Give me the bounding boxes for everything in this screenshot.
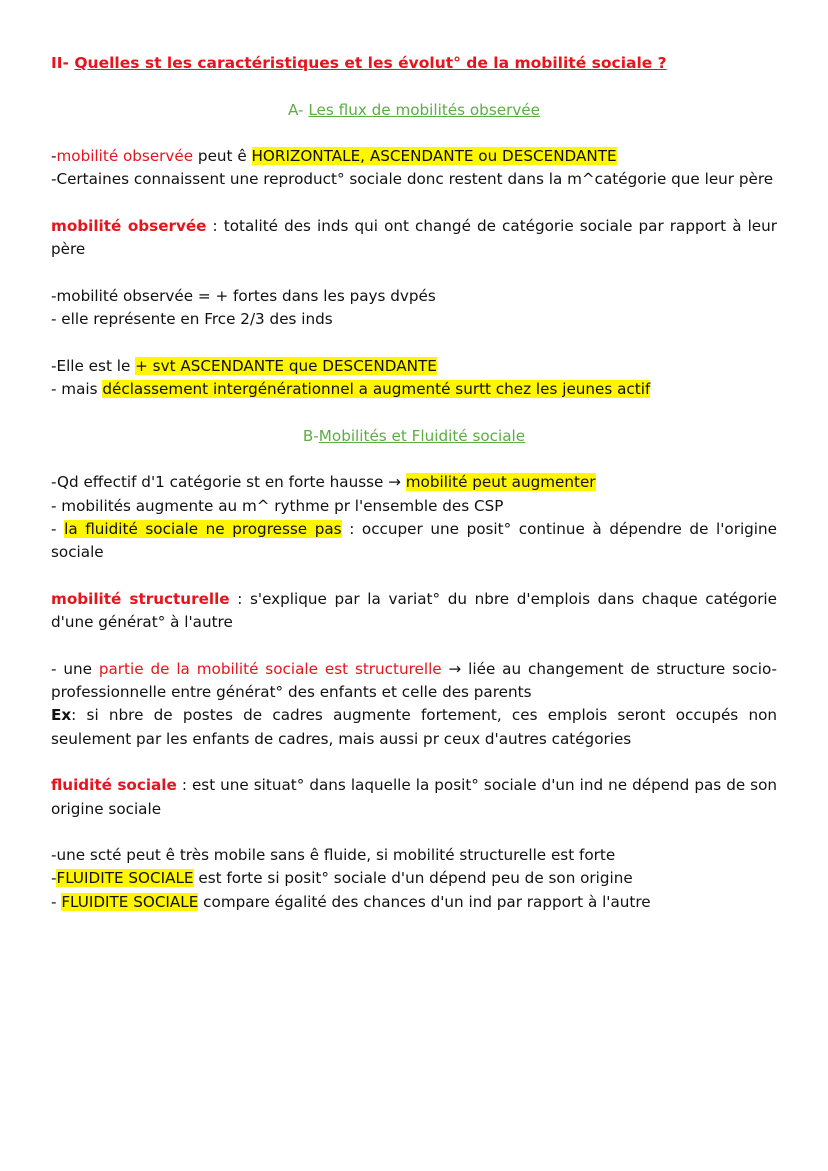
paragraph-a4: - elle représente en Frce 2/3 des inds: [51, 310, 333, 329]
paragraph-a3: -mobilité observée = + fortes dans les pays dvpés: [51, 286, 436, 305]
document-page: [51, 52, 777, 914]
paragraph-b3: - la fluidité sociale ne progresse pas : occuper une posit° continue à dépendre de l'origine sociale: [51, 519, 777, 562]
paragraph-a5: -Elle est le + svt ASCENDANTE que DESCENDANTE: [51, 356, 437, 375]
subsection-a-title: A- Les flux de mobilités observée: [287, 100, 540, 119]
paragraph-b1: -Qd effectif d'1 catégorie st en forte hausse → mobilité peut augmenter: [51, 473, 596, 492]
example-paragraph: Ex: si nbre de postes de cadres augmente fortement, ces emplois seront occupés non seulement par les enfants de cadres, mais aussi pr ceux d'autres catégories: [51, 706, 777, 748]
subsection-b-title: B-Mobilités et Fluidité sociale: [302, 426, 526, 445]
paragraph-a1: -mobilité observée peut ê HORIZONTALE, ASCENDANTE ou DESCENDANTE: [51, 147, 617, 166]
paragraph-b2: - mobilités augmente au m^ rythme pr l'ensemble des CSP: [51, 496, 504, 515]
paragraph-a6: - mais déclassement intergénérationnel a augmenté surtt chez les jeunes actif: [51, 380, 651, 399]
definition-fluidite-sociale: fluidité sociale : est une situat° dans laquelle la posit° sociale d'un ind ne dépend pas de son origine sociale: [51, 776, 778, 818]
paragraph-b6: -FLUIDITE SOCIALE est forte si posit° sociale d'un dépend peu de son origine: [51, 869, 633, 888]
paragraph-a2: -Certaines connaissent une reproduct° sociale donc restent dans la m^catégorie que leur père: [51, 170, 774, 189]
paragraph-b4: - une partie de la mobilité sociale est structurelle → liée au changement de structure socio-professionnelle entre générat° des enfants et celle des parents: [51, 659, 777, 702]
definition-mobilite-structurelle: mobilité structurelle : s'explique par la variat° du nbre d'emplois dans chaque catégorie d'une générat° à l'autre: [51, 589, 777, 632]
paragraph-b7: - FLUIDITE SOCIALE compare égalité des chances d'un ind par rapport à l'autre: [51, 892, 651, 911]
section-title: II- Quelles st les caractéristiques et les évolut° de la mobilité sociale ?: [51, 54, 667, 72]
paragraph-b5: -une scté peut ê très mobile sans ê fluide, si mobilité structurelle est forte: [51, 846, 616, 865]
definition-mobilite-observee: mobilité observée : totalité des inds qui ont changé de catégorie sociale par rapport à leur père: [51, 217, 778, 259]
